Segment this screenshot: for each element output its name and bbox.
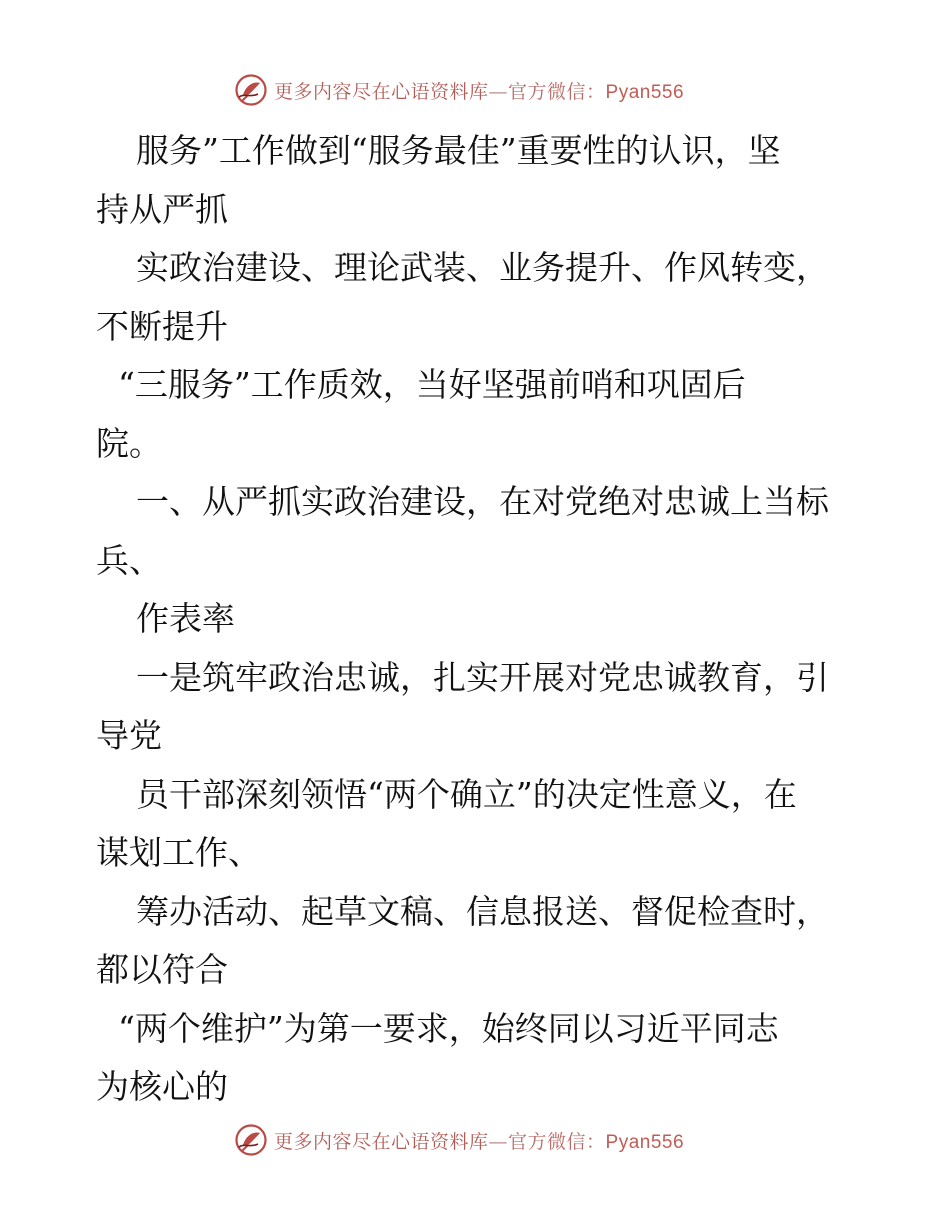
header-banner-text (274, 77, 684, 104)
header-wechat-label: 官方微信： (508, 80, 606, 103)
text-line: 员干部深刻领悟“两个确立”的决定性意义，在 (136, 774, 797, 814)
text-line: 谋划工作、 (96, 833, 261, 872)
body-text (96, 122, 856, 1117)
footer-wechat-id: Pyan556 (605, 1131, 685, 1153)
pen-seal-logo-icon (234, 1123, 268, 1157)
header-wechat-id: Pyan556 (605, 81, 685, 103)
text-line: 一是筑牢政治忠诚，扎实开展对党忠诚教育，引 (136, 657, 829, 697)
text-line: 不断提升 (96, 306, 228, 346)
text-line: 服务”工作做到“服务最佳”重要性的认识，坚 (136, 131, 781, 170)
footer-site-name: 更多内容尽在心语资料库 (274, 1130, 489, 1153)
pen-seal-logo-icon (234, 73, 268, 107)
text-line: 实政治建设、理论武装、业务提升、作风转变， (136, 248, 829, 287)
section-heading-line: 作表率 (136, 599, 235, 638)
footer-wechat-label: 官方微信： (508, 1130, 606, 1153)
header-banner (234, 70, 684, 110)
text-line: 导党 (96, 716, 162, 755)
text-line: 持从严抓 (96, 189, 228, 229)
footer-dash: — (488, 1130, 509, 1153)
text-line: “两个维护”为第一要求，始终同以习近平同志 (118, 1008, 779, 1048)
footer-banner-text (274, 1127, 684, 1154)
footer-banner (234, 1120, 684, 1160)
header-dash: — (488, 80, 509, 103)
header-site-name: 更多内容尽在心语资料库 (274, 80, 489, 103)
text-line: 院。 (96, 423, 162, 463)
section-heading-line: 一、从严抓实政治建设，在对党绝对忠诚上当标 (136, 482, 829, 521)
text-line: “三服务”工作质效，当好坚强前哨和巩固后 (118, 365, 746, 404)
text-line: 都以符合 (96, 950, 228, 989)
text-line: 筹办活动、起草文稿、信息报送、督促检查时， (136, 891, 829, 931)
text-line: 为核心的 (96, 1067, 228, 1106)
section-heading-line: 兵、 (96, 540, 162, 580)
